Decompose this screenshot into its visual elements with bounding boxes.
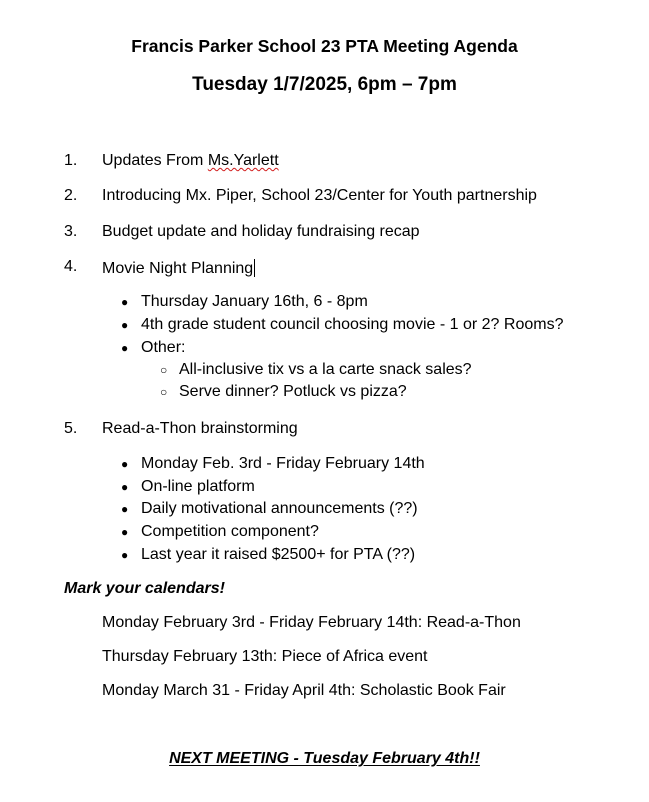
calendar-entry: Monday March 31 - Friday April 4th: Scholastic Book Fair [102, 682, 506, 699]
bullet-icon: ● [121, 502, 129, 516]
agenda-item-number: 2. [64, 187, 78, 204]
agenda-item-text: Updates From [102, 152, 208, 169]
sub-bullet-icon: ○ [160, 385, 168, 399]
page-title: Francis Parker School 23 PTA Meeting Agenda [131, 36, 518, 56]
bullet-icon: ● [121, 295, 129, 309]
bullet-icon: ● [121, 341, 129, 355]
calendar-entry: Thursday February 13th: Piece of Africa event [102, 648, 428, 665]
bullet-item: Monday Feb. 3rd - Friday February 14th [141, 455, 425, 472]
bullet-item: Daily motivational announcements (??) [141, 500, 418, 517]
bullet-item: Competition component? [141, 523, 319, 540]
bullet-item: 4th grade student council choosing movie - 1 or 2? Rooms? [141, 316, 564, 333]
agenda-item-updates [102, 153, 279, 169]
bullet-item: Thursday January 16th, 6 - 8pm [141, 293, 368, 310]
agenda-item-read-a-thon: Read-a-Thon brainstorming [102, 420, 298, 437]
bullet-item: On-line platform [141, 478, 255, 495]
bullet-icon: ● [121, 457, 129, 471]
agenda-item-text: Movie Night Planning [102, 260, 254, 277]
spellcheck-flagged-word[interactable]: Ms.Yarlett [207, 152, 279, 169]
agenda-item-number: 3. [64, 223, 78, 240]
agenda-item-budget: Budget update and holiday fundraising recap [102, 223, 420, 240]
calendar-entry: Monday February 3rd - Friday February 14th: Read-a-Thon [102, 614, 521, 631]
next-meeting-notice: NEXT MEETING - Tuesday February 4th!! [169, 750, 480, 767]
bullet-icon: ● [121, 548, 129, 562]
agenda-item-number: 5. [64, 420, 78, 437]
bullet-item: Other: [141, 339, 186, 356]
agenda-item-number: 4. [64, 258, 78, 275]
agenda-item-introduction: Introducing Mx. Piper, School 23/Center for Youth partnership [102, 187, 537, 204]
sub-bullet-icon: ○ [160, 363, 168, 377]
bullet-icon: ● [121, 318, 129, 332]
sub-bullet-item: All-inclusive tix vs a la carte snack sales? [179, 361, 472, 378]
bullet-item: Last year it raised $2500+ for PTA (??) [141, 546, 416, 563]
text-cursor [254, 259, 255, 277]
meeting-date-subtitle: Tuesday 1/7/2025, 6pm – 7pm [192, 74, 457, 95]
bullet-icon: ● [121, 525, 129, 539]
sub-bullet-item: Serve dinner? Potluck vs pizza? [179, 383, 407, 400]
agenda-item-movie-night [102, 259, 255, 277]
bullet-icon: ● [121, 480, 129, 494]
calendar-heading: Mark your calendars! [64, 580, 225, 597]
agenda-item-number: 1. [64, 152, 78, 169]
